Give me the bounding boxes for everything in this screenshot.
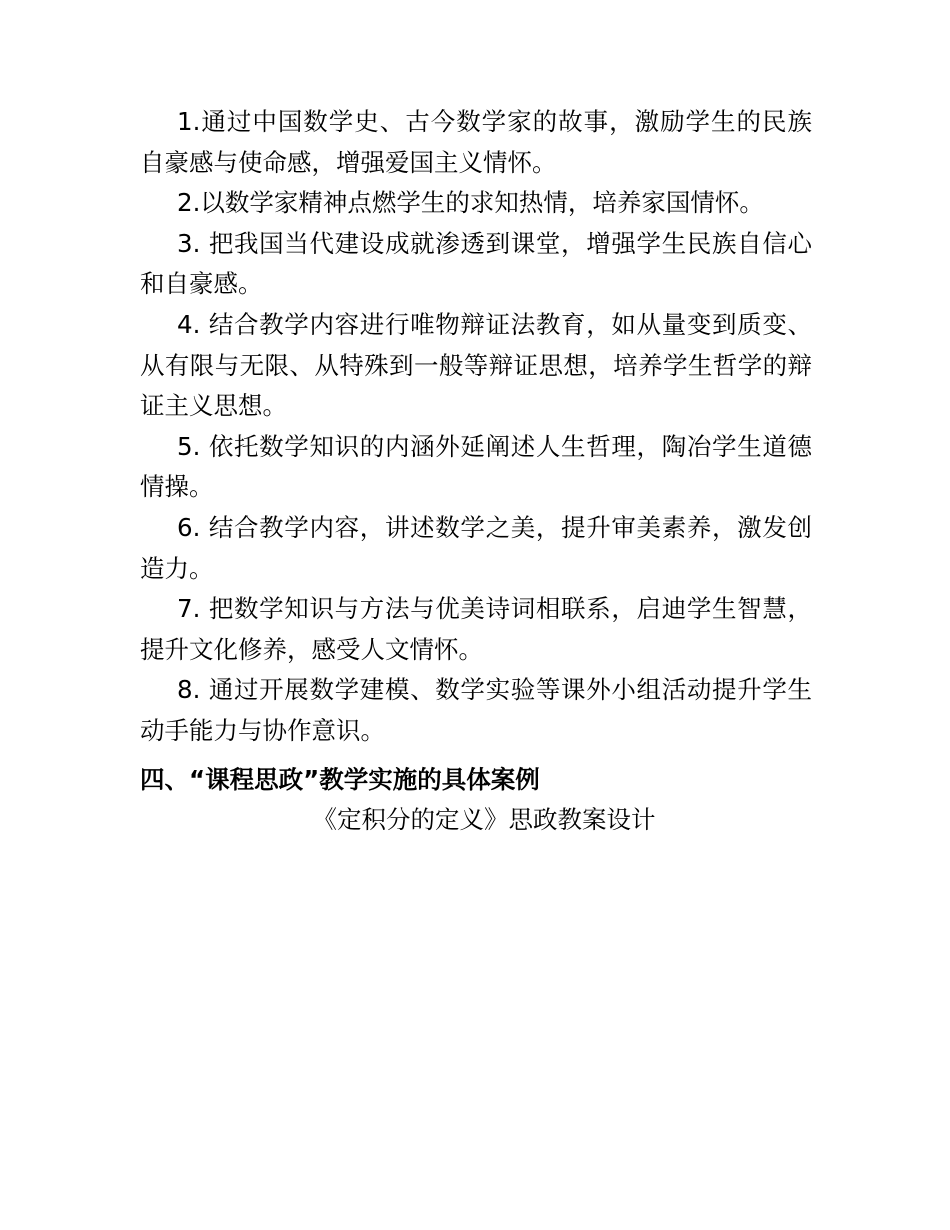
list-item-3: 3. 把我国当代建设成就渗透到课堂，增强学生民族自信心和自豪感。 bbox=[140, 228, 812, 299]
list-item-6: 6. 结合教学内容，讲述数学之美，提升审美素养，激发创造力。 bbox=[140, 512, 812, 583]
case-title: 《定积分的定义》思政教案设计 bbox=[312, 805, 656, 835]
document-body bbox=[140, 102, 812, 841]
list-item-1: 1.通过中国数学史、古今数学家的故事，激励学生的民族自豪感与使命感，增强爱国主义情怀。 bbox=[140, 107, 812, 177]
list-item-7: 7. 把数学知识与方法与优美诗词相联系，启迪学生智慧，提升文化修养，感受人文情怀。 bbox=[140, 594, 812, 664]
list-item-8: 8. 通过开展数学建模、数学实验等课外小组活动提升学生动手能力与协作意识。 bbox=[140, 675, 812, 745]
list-item-2: 2.以数学家精神点燃学生的求知热情，培养家国情怀。 bbox=[177, 188, 764, 218]
list-item-4: 4. 结合教学内容进行唯物辩证法教育，如从量变到质变、从有限与无限、从特殊到一般等辩证思想，培养学生哲学的辩证主义思想。 bbox=[140, 309, 812, 421]
list-item-5: 5. 依托数学知识的内涵外延阐述人生哲理，陶冶学生道德情操。 bbox=[140, 431, 812, 502]
section-heading: 四、“课程思政”教学实施的具体案例 bbox=[140, 764, 540, 794]
